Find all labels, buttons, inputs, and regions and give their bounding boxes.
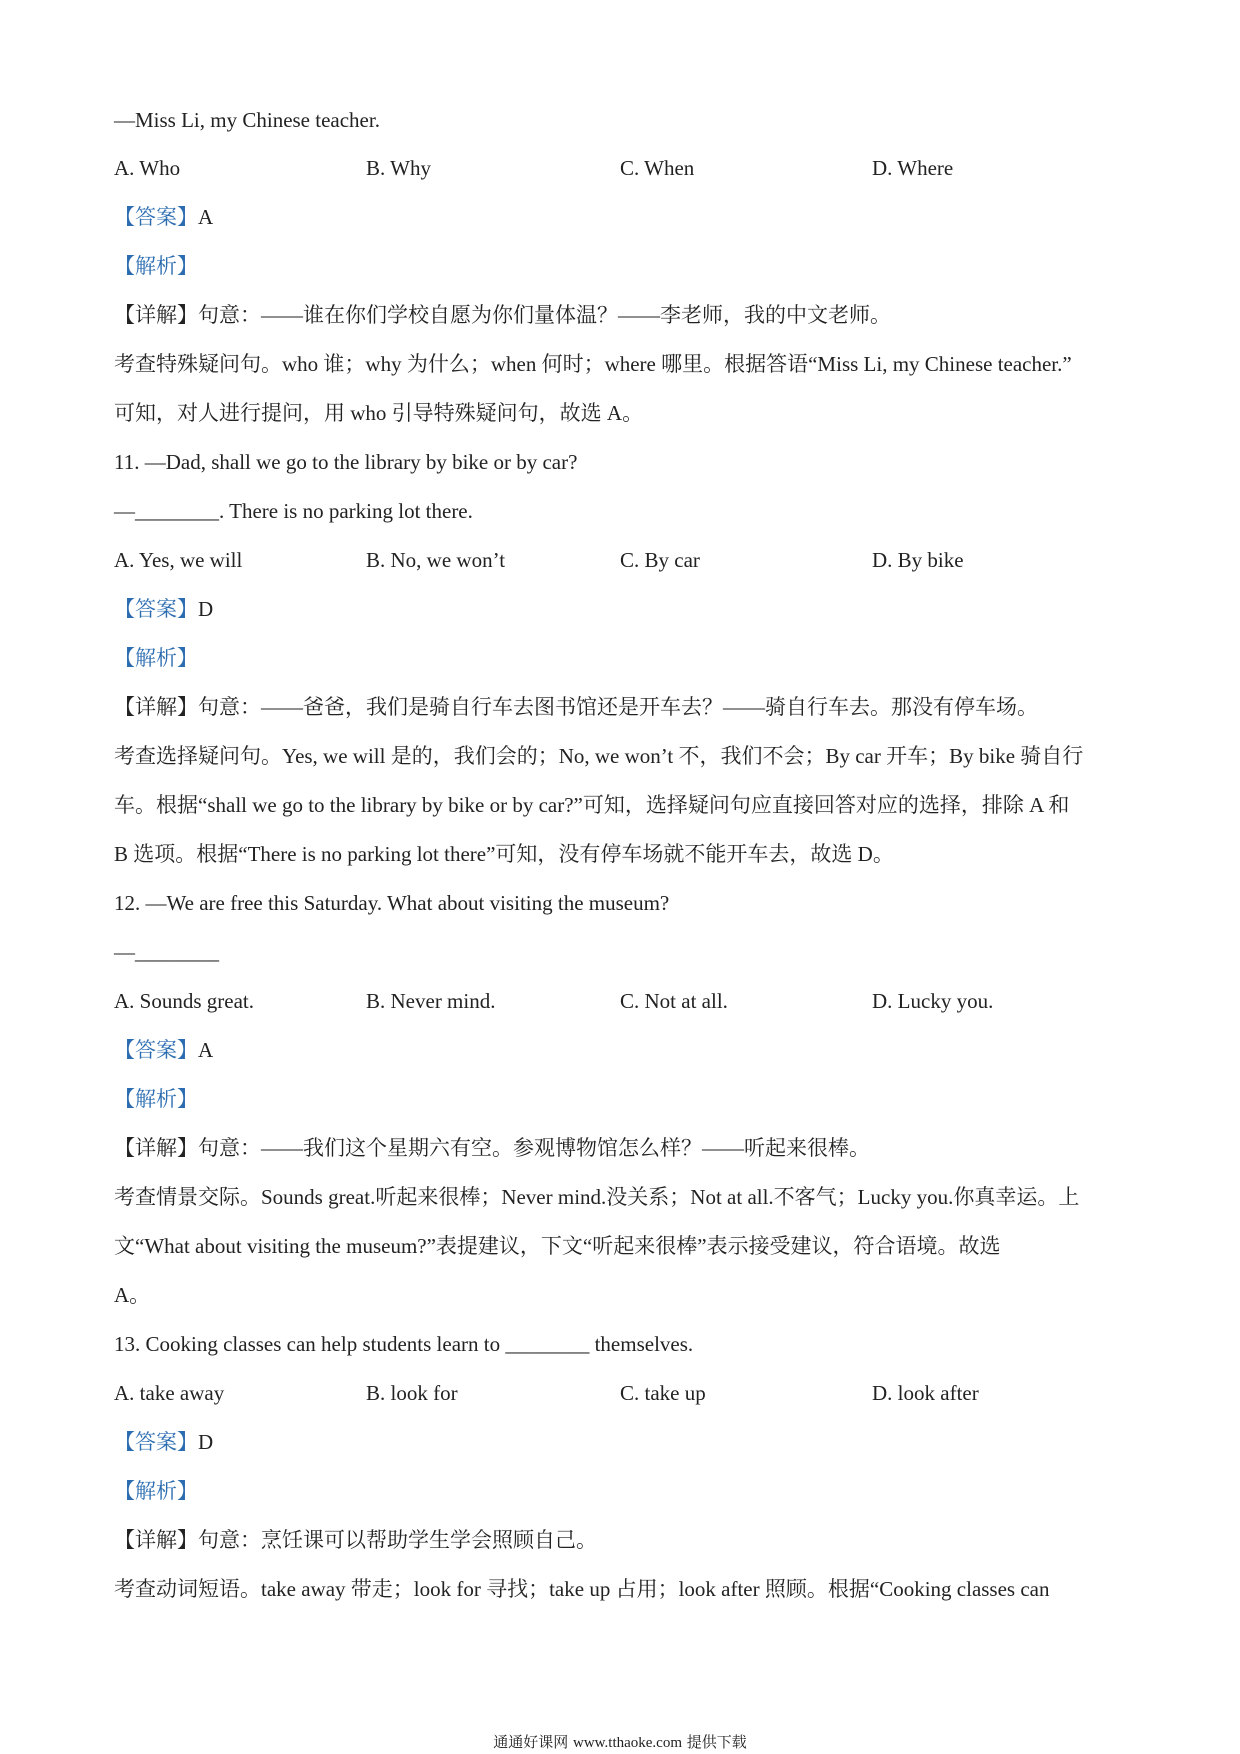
q10-option-a: A. Who (114, 156, 181, 180)
page-footer (0, 1732, 1240, 1753)
detail-meaning: 句意：——我们这个星期六有空。参观博物馆怎么样？——听起来很棒。 (198, 1136, 870, 1160)
answer-tag: 【答案】 (114, 205, 198, 229)
q13-question: 13. Cooking classes can help students learn to ________ themselves. (114, 1332, 694, 1356)
q10-detail-line: 可知，对人进行提问，用 who 引导特殊疑问句，故选 A。 (114, 401, 644, 425)
detail-meaning: 句意：——爸爸，我们是骑自行车去图书馆还是开车去？——骑自行车去。那没有停车场。 (198, 695, 1038, 719)
analysis-tag: 【解析】 (114, 1479, 198, 1503)
q11-question: 11. —Dad, shall we go to the library by bike or by car? (114, 450, 578, 474)
q12-option-b: B. Never mind. (366, 989, 496, 1013)
q12-detail (114, 1134, 870, 1162)
q13-option-b: B. look for (366, 1381, 458, 1405)
q12-option-c: C. Not at all. (620, 989, 728, 1013)
analysis-tag: 【解析】 (114, 1087, 198, 1111)
q13-analysis (114, 1477, 198, 1505)
detail-meaning: 句意：——谁在你们学校自愿为你们量体温？——李老师，我的中文老师。 (198, 303, 891, 327)
q12-option-a: A. Sounds great. (114, 989, 254, 1013)
q12-analysis (114, 1085, 198, 1113)
q10-analysis (114, 252, 198, 280)
q10-answer (114, 203, 213, 231)
q13-detail (114, 1526, 597, 1554)
q11-reply: —________. There is no parking lot there. (114, 499, 473, 523)
q13-answer (114, 1428, 213, 1456)
q11-detail (114, 693, 1038, 721)
q11-option-d: D. By bike (872, 548, 964, 572)
answer-tag: 【答案】 (114, 597, 198, 621)
answer-value: D (198, 1430, 214, 1454)
q11-answer (114, 595, 213, 623)
q12-answer (114, 1036, 213, 1064)
analysis-tag: 【解析】 (114, 646, 198, 670)
q11-detail-line: 车。根据“shall we go to the library by bike or by car?”可知，选择疑问句应直接回答对应的选择，排除 A 和 (114, 793, 1070, 817)
q11-analysis (114, 644, 198, 672)
detail-tag: 【详解】 (114, 1136, 198, 1160)
q12-detail-line: 文“What about visiting the museum?”表提建议，下文“听起来很棒”表示接受建议，符合语境。故选 (114, 1234, 1001, 1258)
q10-option-d: D. Where (872, 156, 954, 180)
q13-option-c: C. take up (620, 1381, 706, 1405)
q10-answer-line: —Miss Li, my Chinese teacher. (114, 108, 380, 132)
q12-option-d: D. Lucky you. (872, 989, 994, 1013)
q11-option-b: B. No, we won’t (366, 548, 506, 572)
detail-tag: 【详解】 (114, 1528, 198, 1552)
analysis-tag: 【解析】 (114, 254, 198, 278)
q10-option-b: B. Why (366, 156, 431, 180)
q12-question: 12. —We are free this Saturday. What about visiting the museum? (114, 891, 670, 915)
answer-value: A (198, 1038, 214, 1062)
q10-detail (114, 301, 891, 329)
answer-value: D (198, 597, 214, 621)
detail-tag: 【详解】 (114, 303, 198, 327)
q12-detail-line: A。 (114, 1283, 151, 1307)
detail-meaning: 句意：烹饪课可以帮助学生学会照顾自己。 (198, 1528, 597, 1552)
q13-option-d: D. look after (872, 1381, 979, 1405)
answer-value: A (198, 205, 214, 229)
q10-detail-line: 考查特殊疑问句。who 谁；why 为什么；when 何时；where 哪里。根据答语“Miss Li, my Chinese teacher.” (114, 352, 1072, 376)
footer-url[interactable]: www.tthaoke.com (573, 1735, 682, 1751)
q12-reply: —________ (114, 940, 219, 964)
detail-tag: 【详解】 (114, 695, 198, 719)
q10-option-c: C. When (620, 156, 695, 180)
q13-option-a: A. take away (114, 1381, 225, 1405)
q11-detail-line: 考查选择疑问句。Yes, we will 是的，我们会的；No, we won’t 不，我们不会；By car 开车；By bike 骑自行 (114, 744, 1084, 768)
footer-suffix: 提供下载 (686, 1733, 747, 1751)
q11-detail-line: B 选项。根据“There is no parking lot there”可知，没有停车场就不能开车去，故选 D。 (114, 842, 894, 866)
footer-site-name: 通通好课网 (493, 1733, 569, 1751)
q11-option-c: C. By car (620, 548, 700, 572)
answer-tag: 【答案】 (114, 1430, 198, 1454)
answer-tag: 【答案】 (114, 1038, 198, 1062)
q11-option-a: A. Yes, we will (114, 548, 243, 572)
q12-detail-line: 考查情景交际。Sounds great.听起来很棒；Never mind.没关系；Not at all.不客气；Lucky you.你真幸运。上 (114, 1185, 1080, 1209)
q13-detail-line: 考查动词短语。take away 带走；look for 寻找；take up 占用；look after 照顾。根据“Cooking classes can (114, 1577, 1050, 1601)
